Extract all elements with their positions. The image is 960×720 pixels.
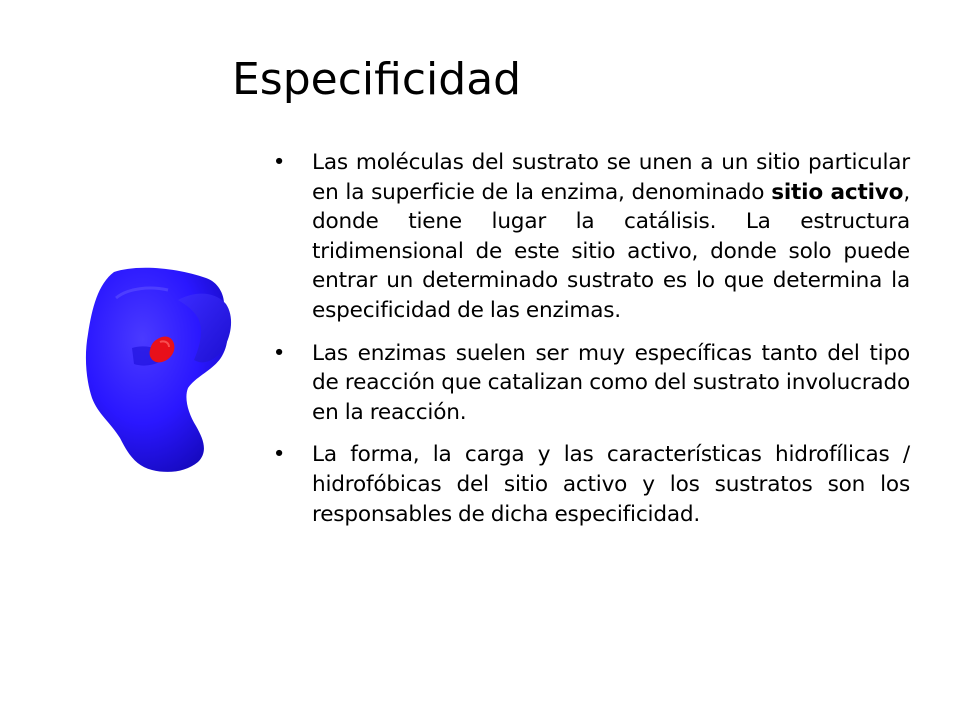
bullet-text: Las enzimas suelen ser muy específicas tanto del tipo de reacción que catalizan como del sustrato involucrado en la reacción. — [312, 340, 910, 425]
enzyme-icon — [28, 238, 250, 503]
bullet-list — [272, 148, 910, 542]
bullet-item — [272, 339, 910, 428]
bullet-item — [272, 440, 910, 529]
bullet-dot: • — [272, 150, 286, 175]
bullet-text: Las moléculas del sustrato se unen a un sitio particular en la superficie de la enzima, denominado — [312, 150, 910, 205]
bullet-bold-text: sitio activo — [771, 179, 904, 205]
slide-title: Especificidad — [232, 54, 522, 105]
bullet-item — [272, 148, 910, 326]
bullet-text: , donde tiene lugar la catálisis. La estructura tridimensional de este sitio activo, donde solo puede entrar un determinado sustrato es lo que determina la especificidad de las enzimas. — [312, 179, 910, 323]
enzyme-active-site-image — [28, 238, 250, 503]
bullet-dot: • — [272, 340, 286, 366]
bullet-dot: • — [272, 442, 286, 468]
bullet-text: La forma, la carga y las características hidrofílicas / hidrofóbicas del sitio activo y los sustratos son los responsables de dicha especificidad. — [312, 442, 910, 527]
